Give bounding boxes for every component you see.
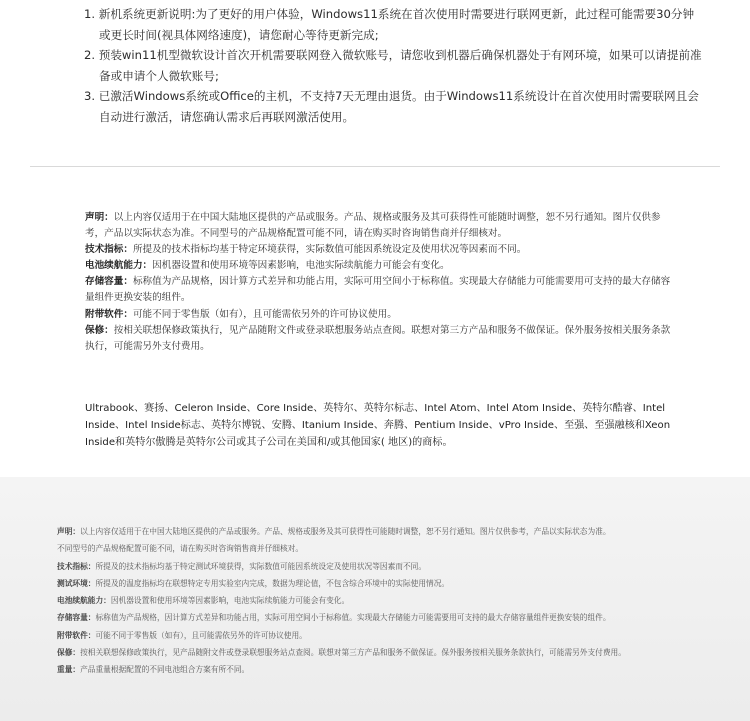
footer-line: [57, 540, 729, 557]
footer-text: 产品重量根据配置的不同电池组合方案有所不同。: [80, 665, 250, 675]
note-item-3: 3. 已激活Windows系统或Office的主机，不支持7天无理由退货。由于Windows11系统设计在首次使用时需要联网且会自动进行激活，请您确认需求后再联网激活使用。: [84, 89, 699, 124]
declaration-text: 以上内容仅适用于在中国大陆地区提供的产品或服务。产品、规格或服务及其可获得性可能随时调整，恕不另行通知。图片仅供参考，产品以实际状态为准。不同型号的产品规格配置可能不同，请在购买时咨询销售商并仔细核对。: [85, 212, 661, 240]
declaration-statement: [85, 210, 675, 242]
footer-line: [57, 644, 729, 661]
footer-label: 保修：: [57, 648, 81, 658]
footer-line: [57, 558, 729, 575]
declaration-label: 存储容量：: [85, 276, 133, 288]
declaration-text: 所提及的技术指标均基于特定环境获得，实际数值可能因系统设定及使用状况等因素而不同。: [132, 244, 527, 256]
footer-line: [57, 609, 729, 626]
footer-label: 重量：: [57, 665, 81, 675]
footer-text: 不同型号的产品规格配置可能不同，请在购买时咨询销售商并仔细核对。: [57, 544, 304, 554]
footer-disclaimer: [0, 477, 750, 721]
declaration-software: [85, 307, 675, 323]
declaration-block: [85, 210, 675, 355]
footer-text: 按相关联想保修政策执行，见产品随附文件或登录联想服务站点查阅。联想对第三方产品和服务不做保证。保外服务按相关服务条款执行，可能需另外支付费用。: [80, 648, 626, 658]
footer-text: 所提及的技术指标均基于特定测试环境获得，实际数值可能因系统设定及使用状况等因素而不同。: [95, 561, 427, 571]
declaration-text: 标称值为产品规格，因计算方式差异和功能占用，实际可用空间小于标称值。实现最大存储能力可能需要用可支持的最大存储容量组件更换安装的组件。: [85, 276, 671, 304]
footer-line: [57, 523, 729, 540]
footer-label: 附带软件：: [57, 630, 96, 640]
footer-label: 技术指标：: [57, 561, 96, 571]
declaration-label: 保修：: [85, 324, 114, 336]
footer-label: 存储容量：: [57, 613, 96, 623]
section-divider: [30, 166, 720, 167]
declaration-label: 电池续航能力：: [85, 260, 153, 272]
system-notes-list: [84, 4, 704, 127]
trademark-notice: Ultrabook、赛扬、Celeron Inside、Core Inside、英特尔、英特尔标志、Intel Atom、Intel Atom Inside、英特尔酷睿、Intel Inside、Intel Inside标志、英特尔博锐、安腾、Itanium Inside、奔腾、Pentium Inside、vPro Inside、至强、至强融核和Xeon Inside和英特尔傲腾是英特尔公司或其子公司在美国和/或其他国家( 地区)的商标。: [85, 403, 671, 449]
footer-text: 所提及的温度指标均在联想特定专用实验室内完成，数据为理论值，不包含综合环境中的实际使用情况。: [95, 578, 450, 588]
footer-label: 电池续航能力：: [57, 596, 111, 606]
declaration-text: 按相关联想保修政策执行，见产品随附文件或登录联想服务站点查阅。联想对第三方产品和服务不做保证。保外服务按相关服务条款执行，可能需另外支付费用。: [85, 324, 671, 352]
declaration-warranty: [85, 323, 675, 355]
footer-text: 标称值为产品规格，因计算方式差异和功能占用，实际可用空间小于标称值。实现最大存储能力可能需要用可支持的最大存储容量组件更换安装的组件。: [95, 613, 611, 623]
declaration-label: 声明：: [85, 212, 114, 223]
note-item-2: 2. 预装win11机型微软设计首次开机需要联网登入微软账号，请您收到机器后确保机器处于有网环境，如果可以请提前准备或申请个人微软账号;: [84, 48, 702, 83]
declaration-text: 可能不同于零售版（如有），且可能需依另外的许可协议使用。: [132, 308, 397, 320]
footer-text: 可能不同于零售版（如有），且可能需依另外的许可协议使用。: [95, 630, 307, 640]
footer-line: [57, 575, 729, 592]
footer-text: 因机器设置和使用环境等因素影响，电池实际续航能力可能会有变化。: [110, 596, 350, 606]
footer-line: [57, 627, 729, 644]
declaration-text: 因机器设置和使用环境等因素影响，电池实际续航能力可能会有变化。: [152, 260, 450, 272]
footer-label: 声明：: [57, 527, 81, 536]
note-item-1: 1. 新机系统更新说明:为了更好的用户体验，Windows11系统在首次使用时需要进行联网更新，此过程可能需要30分钟或更长时间(视具体网络速度)，请您耐心等待更新完成;: [84, 7, 695, 42]
footer-line: [57, 661, 729, 678]
declaration-label: 附带软件：: [85, 308, 133, 320]
declaration-battery: [85, 258, 675, 274]
declaration-storage: [85, 274, 675, 306]
declaration-tech-specs: [85, 242, 675, 258]
footer-label: 测试环境：: [57, 578, 96, 588]
footer-text: 以上内容仅适用于在中国大陆地区提供的产品或服务。产品、规格或服务及其可获得性可能随时调整，恕不另行通知。图片仅供参考，产品以实际状态为准。: [80, 527, 611, 536]
footer-line: [57, 592, 729, 609]
declaration-label: 技术指标：: [85, 244, 133, 256]
